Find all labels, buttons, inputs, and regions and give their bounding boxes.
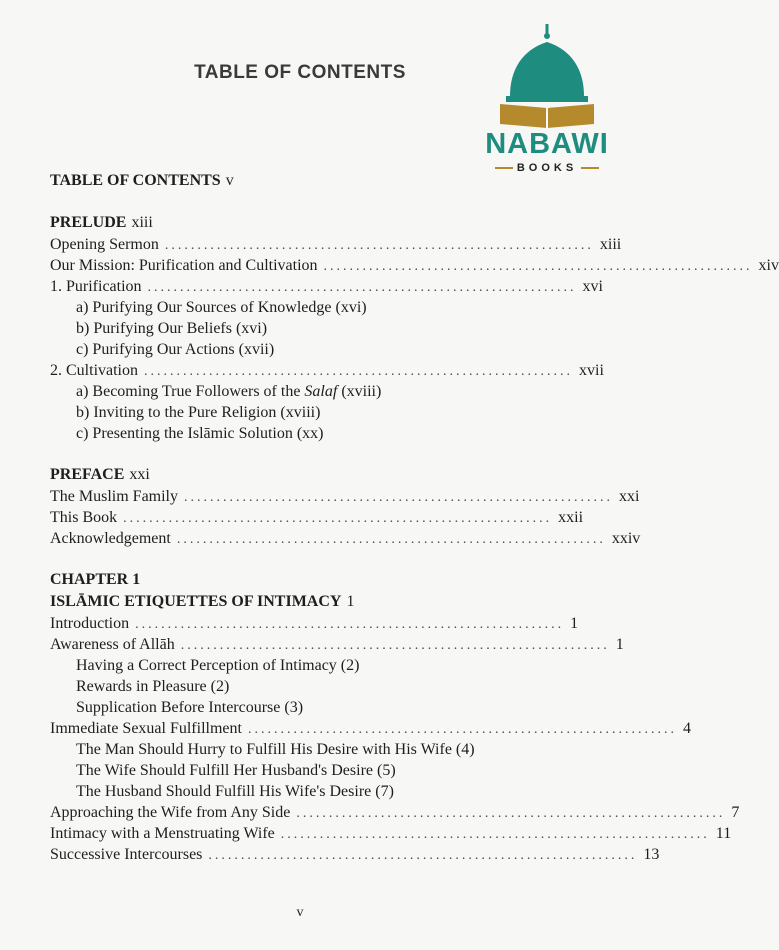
toc-subentry[interactable]: The Man Should Hurry to Fulfill His Desire with His Wife (4): [76, 741, 475, 758]
section-chapter1: ISLĀMIC ETIQUETTES OF INTIMACY 1: [50, 593, 355, 610]
dome-book-icon: [482, 20, 612, 128]
toc-subentry[interactable]: b) Purifying Our Beliefs (xvi): [76, 320, 268, 337]
toc-entry[interactable]: Successive Intercourses .................................................................. 13: [50, 846, 660, 863]
toc-subentry[interactable]: Rewards in Pleasure (2): [76, 678, 230, 695]
toc-entry[interactable]: This Book .................................................................. xxii: [50, 509, 584, 526]
toc-subentry[interactable]: c) Purifying Our Actions (xvii): [76, 341, 275, 358]
toc-subentry[interactable]: c) Presenting the Islāmic Solution (xx): [76, 425, 324, 442]
toc-entry[interactable]: Intimacy with a Menstruating Wife .................................................................. 11: [50, 825, 732, 842]
toc-subentry[interactable]: Having a Correct Perception of Intimacy (2): [76, 657, 360, 674]
toc-entry[interactable]: Approaching the Wife from Any Side .................................................................. 7: [50, 804, 740, 821]
section-prelude: PRELUDE xiii: [50, 214, 153, 231]
toc-subentry[interactable]: a) Purifying Our Sources of Knowledge (xvi): [76, 299, 367, 316]
toc-entry[interactable]: Immediate Sexual Fulfillment .................................................................. 4: [50, 720, 691, 737]
toc-subentry[interactable]: a) Becoming True Followers of the Salaf (xviii): [76, 383, 382, 400]
table-of-contents: [50, 170, 779, 865]
toc-subentry[interactable]: b) Inviting to the Pure Religion (xviii): [76, 404, 321, 421]
toc-subentry[interactable]: The Wife Should Fulfill Her Husband's Desire (5): [76, 762, 396, 779]
toc-entry[interactable]: Awareness of Allāh .................................................................. 1: [50, 636, 624, 653]
toc-entry[interactable]: Opening Sermon .................................................................. xiii: [50, 236, 622, 253]
page-number: v: [296, 905, 304, 920]
toc-heading: TABLE OF CONTENTS v: [50, 172, 234, 189]
toc-entry[interactable]: 1. Purification .................................................................. xvi: [50, 278, 603, 295]
toc-entry[interactable]: Introduction .................................................................. 1: [50, 615, 579, 632]
logo-sub: BOOKS: [482, 162, 612, 174]
page-title: TABLE OF CONTENTS: [194, 62, 406, 83]
toc-subentry[interactable]: Supplication Before Intercourse (3): [76, 699, 304, 716]
toc-entry[interactable]: 2. Cultivation .................................................................. xvii: [50, 362, 604, 379]
toc-entry[interactable]: Acknowledgement .................................................................. xxiv: [50, 530, 641, 547]
toc-subentry[interactable]: The Husband Should Fulfill His Wife's Desire (7): [76, 783, 394, 800]
section-preface: PREFACE xxi: [50, 466, 150, 483]
chapter-label: CHAPTER 1: [50, 571, 141, 588]
toc-entry[interactable]: Our Mission: Purification and Cultivation .................................................................. xiv: [50, 257, 779, 274]
nabawi-logo: [482, 20, 612, 180]
logo-name: NABAWI: [485, 128, 609, 160]
toc-entry[interactable]: The Muslim Family .................................................................. xxi: [50, 488, 640, 505]
